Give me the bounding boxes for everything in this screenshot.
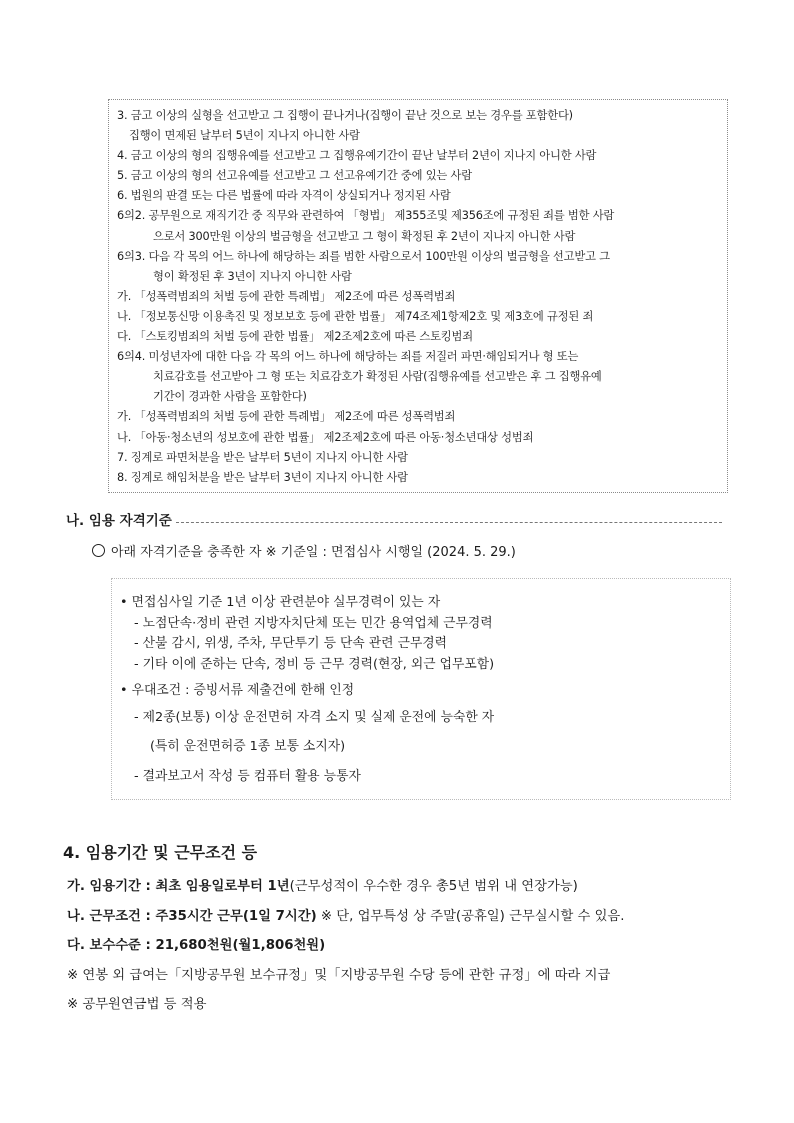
- hours-label: 나. 근무조건 : 주35시간 근무(1일 7시간): [67, 908, 317, 924]
- list-item: 6의3. 다음 각 목의 어느 하나에 해당하는 죄를 범한 사람으로서 100만원 이상의 벌금형을 선고받고 그: [117, 249, 610, 263]
- list-item: 8. 징계로 해임처분을 받은 날부터 3년이 지나지 아니한 사람: [117, 470, 408, 484]
- list-item: - 기타 이에 준하는 단속, 정비 등 근무 경력(현장, 외근 업무포함): [134, 656, 495, 672]
- qualification-intro: [92, 541, 516, 560]
- hours-note: ※ 단, 업무특성 상 주말(공휴일) 근무실시할 수 있음.: [316, 908, 625, 924]
- list-item: 집행이 면제된 날부터 5년이 지나지 아니한 사람: [129, 129, 360, 143]
- disqualification-box: [108, 99, 728, 493]
- experience-requirement: • 면접심사일 기준 1년 이상 관련분야 실무경력이 있는 자: [120, 595, 441, 610]
- pay-label: 다. 보수수준 : 21,680천원(월1,806천원): [67, 938, 326, 953]
- list-item: 7. 징계로 파면처분을 받은 날부터 5년이 지나지 아니한 사람: [117, 450, 408, 464]
- period-row: [67, 872, 625, 902]
- circle-bullet-icon: [92, 544, 105, 557]
- qualification-box: [111, 578, 731, 800]
- qualification-heading-text: 나. 임용 자격기준: [66, 513, 172, 529]
- list-item: 6의2. 공무원으로 재직기간 중 직무와 관련하여 「형법」 제355조및 제356조에 규정된 죄를 범한 사람: [117, 209, 615, 223]
- pay-row: [67, 931, 625, 961]
- qualification-intro-text: 아래 자격기준을 충족한 자 ※ 기준일 : 면접심사 시행일 (2024. 5. 29.): [111, 545, 516, 560]
- list-item: 나. 「아동·청소년의 성보호에 관한 법률」 제2조제2호에 따른 아동·청소년대상 성범죄: [117, 430, 534, 444]
- list-item: 6의4. 미성년자에 대한 다음 각 목의 어느 하나에 해당하는 죄를 저질러 파면·해임되거나 형 또는: [117, 350, 579, 364]
- list-item: - 노점단속·정비 관련 지방자치단체 또는 민간 용역업체 근무경력: [134, 615, 493, 631]
- list-item: - 산불 감시, 위생, 주차, 무단투기 등 단속 관련 근무경력: [134, 636, 448, 651]
- dashed-divider: [176, 522, 722, 523]
- qualification-heading: [66, 509, 722, 529]
- list-item: 5. 금고 이상의 형의 선고유예를 선고받고 그 선고유예기간 중에 있는 사람: [117, 169, 472, 183]
- list-item: - 제2종(보통) 이상 운전면허 자격 소지 및 실제 운전에 능숙한 자: [134, 709, 495, 725]
- list-item: - 결과보고서 작성 등 컴퓨터 활용 능통자: [134, 768, 361, 784]
- preference-heading: • 우대조건 : 증빙서류 제출건에 한해 인정: [120, 683, 355, 698]
- list-item: 6. 법원의 판결 또는 다른 법률에 따라 자격이 상실되거나 정지된 사람: [117, 189, 451, 203]
- period-note: (근무성적이 우수한 경우 총5년 범위 내 연장가능): [289, 879, 578, 894]
- list-item: 형이 확정된 후 3년이 지나지 아니한 사람: [153, 269, 352, 283]
- note-row: ※ 공무원연금법 등 적용: [67, 997, 207, 1012]
- list-item: 기간이 경과한 사람을 포함한다): [153, 390, 307, 404]
- list-item: 으로서 300만원 이상의 벌금형을 선고받고 그 형이 확정된 후 2년이 지나지 아니한 사람: [153, 229, 576, 243]
- list-item: 치료감호를 선고받아 그 형 또는 치료감호가 확정된 사람(집행유예를 선고받은 후 그 집행유예: [153, 370, 602, 384]
- section-title: 4. 임용기간 및 근무조건 등: [63, 843, 258, 862]
- list-item: 4. 금고 이상의 형의 집행유예를 선고받고 그 집행유예기간이 끝난 날부터 2년이 지나지 아니한 사람: [117, 149, 597, 163]
- period-label: 가. 임용기간 : 최초 임용일로부터 1년: [67, 879, 290, 894]
- list-item: 3. 금고 이상의 실형을 선고받고 그 집행이 끝나거나(집행이 끝난 것으로 보는 경우를 포함한다): [117, 109, 573, 122]
- hours-row: [67, 902, 625, 932]
- note-row: ※ 연봉 외 급여는「지방공무원 보수규정」및「지방공무원 수당 등에 관한 규정」에 따라 지급: [67, 967, 611, 983]
- list-item: 가. 「성폭력범죄의 처벌 등에 관한 특례법」 제2조에 따른 성폭력범죄: [117, 289, 456, 303]
- list-item: 나. 「정보통신망 이용촉진 및 정보보호 등에 관한 법률」 제74조제1항제2호 및 제3호에 규정된 죄: [117, 309, 594, 323]
- list-item-note: (특히 운전면허증 1종 보통 소지자): [150, 739, 346, 754]
- employment-terms: [67, 872, 625, 1020]
- list-item: 가. 「성폭력범죄의 처벌 등에 관한 특례법」 제2조에 따른 성폭력범죄: [117, 410, 456, 424]
- list-item: 다. 「스토킹범죄의 처벌 등에 관한 법률」 제2조제2호에 따른 스토킹범죄: [117, 330, 473, 344]
